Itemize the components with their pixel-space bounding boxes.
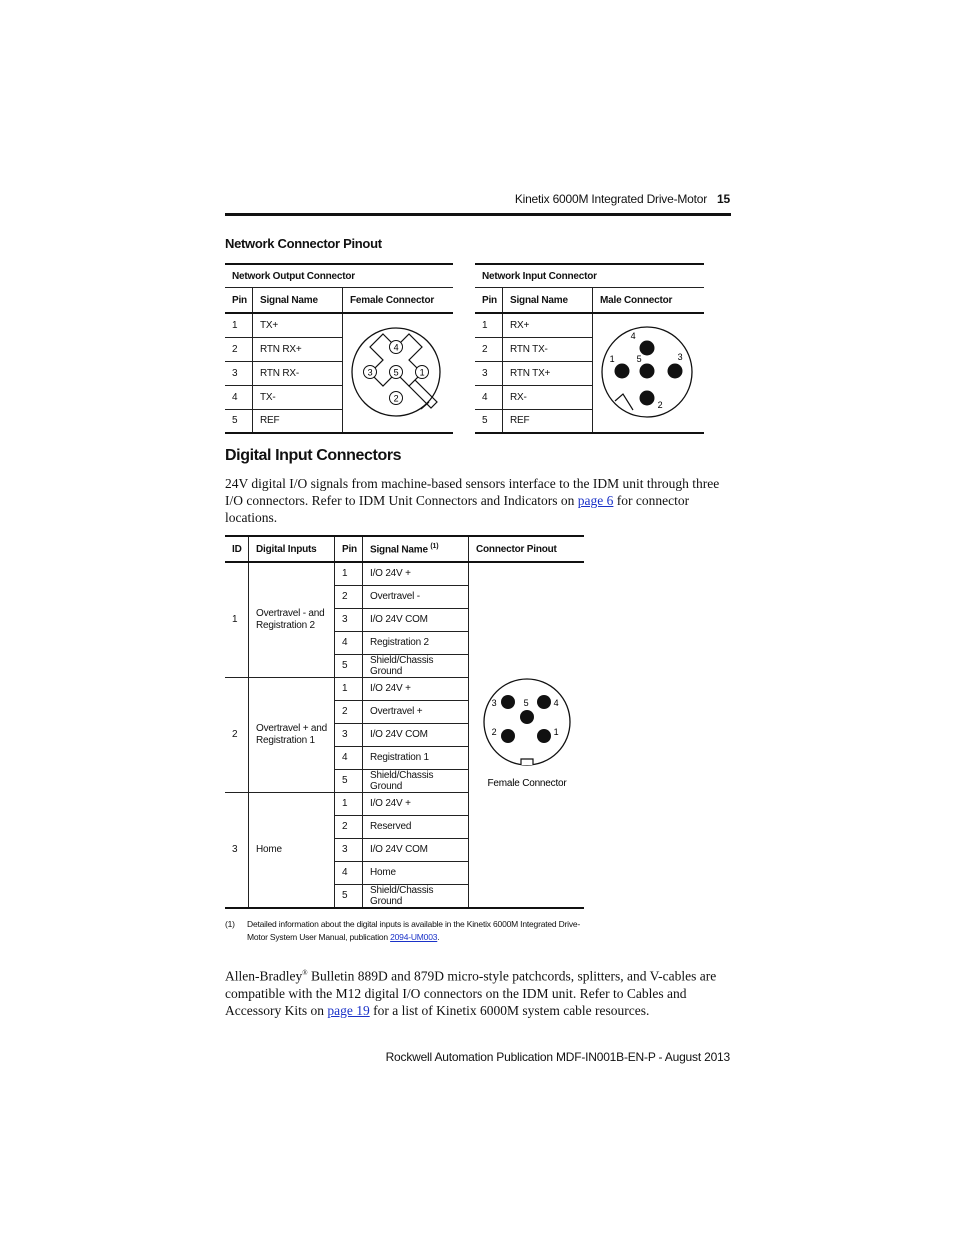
signal-cell: REF bbox=[503, 409, 593, 433]
pin-label: 1 bbox=[609, 354, 615, 364]
group-name bbox=[249, 562, 335, 677]
female-connector-diagram bbox=[343, 313, 454, 433]
pin-cell: 3 bbox=[335, 608, 363, 631]
network-output-table bbox=[225, 263, 453, 434]
col-pin: Pin bbox=[335, 536, 363, 562]
closing-paragraph bbox=[225, 965, 720, 1019]
footnote-text: Detailed information about the digital inputs is available in the Kinetix 6000M Integrated Drive-Motor System User Manual, publication bbox=[247, 919, 581, 942]
closing-text-end: for a list of Kinetix 6000M system cable resources. bbox=[369, 1002, 650, 1018]
col-inputs: Digital Inputs bbox=[249, 536, 335, 562]
pin-cell: 2 bbox=[335, 815, 363, 838]
signal-cell: Shield/Chassis Ground bbox=[363, 769, 469, 792]
pin-cell: 5 bbox=[225, 409, 253, 433]
group-name-line2: Registration 2 bbox=[256, 619, 315, 631]
signal-cell: Registration 1 bbox=[363, 746, 469, 769]
signal-cell: Home bbox=[363, 861, 469, 884]
col-pin: Pin bbox=[475, 288, 503, 314]
pin-cell: 4 bbox=[475, 385, 503, 409]
pin-cell: 1 bbox=[335, 677, 363, 700]
signal-cell: Registration 2 bbox=[363, 631, 469, 654]
diagram-caption: Female Connector bbox=[486, 778, 567, 790]
page-19-link[interactable]: page 19 bbox=[327, 1002, 370, 1018]
digital-heading: Digital Input Connectors bbox=[225, 447, 402, 464]
intro-text: 24V digital I/O signals from machine-based sensors interface to the IDM unit through three I/O connectors. Refer to IDM Unit Connectors and Indicators on bbox=[225, 476, 720, 508]
closing-text: Bulletin 889D and 879D micro-style patchcords, splitters, and V-cables are compatible with the M12 digital I/O connectors on the IDM unit. Refer to Cables and Accessory Kits on bbox=[225, 968, 717, 1018]
signal-cell: Shield/Chassis Ground bbox=[363, 654, 469, 677]
pin-cell: 5 bbox=[335, 654, 363, 677]
group-id: 3 bbox=[225, 792, 249, 908]
pin-cell: 2 bbox=[225, 337, 253, 361]
signal-cell: I/O 24V + bbox=[363, 792, 469, 815]
pin-label: 1 bbox=[553, 727, 558, 738]
connector-pinout-cell bbox=[469, 562, 585, 908]
male-connector-diagram bbox=[593, 313, 705, 433]
signal-cell: TX+ bbox=[253, 313, 343, 337]
pin-label: 3 bbox=[367, 367, 373, 378]
pin-cell: 2 bbox=[475, 337, 503, 361]
pin-cell: 2 bbox=[335, 585, 363, 608]
pin-label: 4 bbox=[553, 698, 558, 709]
group-name-line1: Overtravel + and bbox=[256, 722, 328, 734]
signal-cell: Overtravel + bbox=[363, 700, 469, 723]
signal-cell: Reserved bbox=[363, 815, 469, 838]
pin-cell: 4 bbox=[335, 746, 363, 769]
signal-cell: I/O 24V + bbox=[363, 677, 469, 700]
m12-female-connector-diagram bbox=[472, 673, 582, 793]
group-name bbox=[249, 677, 335, 792]
page-6-link[interactable]: page 6 bbox=[577, 493, 614, 508]
pin-label: 4 bbox=[630, 331, 636, 341]
group-name-line2: Registration 1 bbox=[256, 734, 315, 746]
brand-name: Allen-Bradley bbox=[225, 968, 303, 984]
signal-cell: RTN TX+ bbox=[503, 361, 593, 385]
col-pinout: Connector Pinout bbox=[469, 536, 585, 562]
signal-cell: Shield/Chassis Ground bbox=[363, 884, 469, 908]
signal-cell: TX- bbox=[253, 385, 343, 409]
col-pin: Pin bbox=[225, 288, 253, 314]
col-signal: Signal Name bbox=[253, 288, 343, 314]
pin-cell: 1 bbox=[335, 792, 363, 815]
header-rule bbox=[225, 213, 731, 216]
pin-label: 2 bbox=[657, 400, 663, 410]
pin-label: 3 bbox=[677, 352, 683, 362]
signal-cell: RX+ bbox=[503, 313, 593, 337]
pin-cell: 1 bbox=[335, 562, 363, 585]
pin-label: 3 bbox=[491, 698, 496, 709]
digital-inputs-table bbox=[225, 535, 584, 909]
pin-cell: 4 bbox=[225, 385, 253, 409]
pin-label: 2 bbox=[393, 393, 399, 404]
pin-cell: 5 bbox=[335, 884, 363, 908]
footnote-end: . bbox=[437, 932, 440, 942]
col-connector: Male Connector bbox=[593, 288, 705, 314]
signal-cell: REF bbox=[253, 409, 343, 433]
pin-label: 2 bbox=[491, 727, 496, 738]
signal-cell: Overtravel - bbox=[363, 585, 469, 608]
col-signal-label: Signal Name bbox=[370, 544, 428, 556]
pin-label: 5 bbox=[523, 698, 528, 709]
signal-cell: RTN TX- bbox=[503, 337, 593, 361]
col-id: ID bbox=[225, 536, 249, 562]
pin-cell: 2 bbox=[335, 700, 363, 723]
signal-cell: RX- bbox=[503, 385, 593, 409]
group-id: 1 bbox=[225, 562, 249, 677]
page-number: 15 bbox=[717, 192, 730, 206]
publication-link[interactable]: 2094-UM003 bbox=[390, 932, 438, 942]
input-table-title: Network Input Connector bbox=[475, 264, 704, 288]
footnote-marker: (1) bbox=[225, 919, 235, 929]
col-connector: Female Connector bbox=[343, 288, 454, 314]
pin-cell: 5 bbox=[475, 409, 503, 433]
signal-cell: RTN RX+ bbox=[253, 337, 343, 361]
signal-cell: I/O 24V COM bbox=[363, 608, 469, 631]
digital-intro bbox=[225, 475, 720, 526]
group-name: Home bbox=[249, 792, 335, 908]
pin-cell: 3 bbox=[335, 723, 363, 746]
footnote-ref: (1) bbox=[430, 542, 439, 550]
pin-cell: 5 bbox=[335, 769, 363, 792]
pin-cell: 1 bbox=[475, 313, 503, 337]
pin-label: 5 bbox=[393, 367, 399, 378]
pin-cell: 3 bbox=[335, 838, 363, 861]
output-table-title: Network Output Connector bbox=[225, 264, 453, 288]
group-id: 2 bbox=[225, 677, 249, 792]
network-heading: Network Connector Pinout bbox=[225, 236, 382, 251]
pin-cell: 1 bbox=[225, 313, 253, 337]
col-signal: Signal Name bbox=[503, 288, 593, 314]
running-header bbox=[225, 192, 730, 206]
pin-cell: 4 bbox=[335, 631, 363, 654]
pin-label: 4 bbox=[393, 342, 399, 353]
registered-mark: ® bbox=[302, 969, 308, 977]
header-title: Kinetix 6000M Integrated Drive-Motor bbox=[514, 192, 708, 206]
pin-cell: 4 bbox=[335, 861, 363, 884]
group-name-line1: Overtravel - and bbox=[256, 607, 325, 619]
pin-cell: 3 bbox=[475, 361, 503, 385]
pin-label: 1 bbox=[419, 367, 425, 378]
intro-text-end: for connector locations. bbox=[225, 493, 690, 525]
signal-cell: I/O 24V + bbox=[363, 562, 469, 585]
signal-cell: RTN RX- bbox=[253, 361, 343, 385]
network-input-table bbox=[475, 263, 704, 434]
col-signal bbox=[363, 536, 469, 562]
pin-cell: 3 bbox=[225, 361, 253, 385]
footnote bbox=[247, 918, 587, 944]
pin-label: 5 bbox=[636, 354, 642, 364]
signal-cell: I/O 24V COM bbox=[363, 838, 469, 861]
signal-cell: I/O 24V COM bbox=[363, 723, 469, 746]
page-footer: Rockwell Automation Publication MDF-IN001B-EN-P - August 2013 bbox=[385, 1050, 730, 1064]
